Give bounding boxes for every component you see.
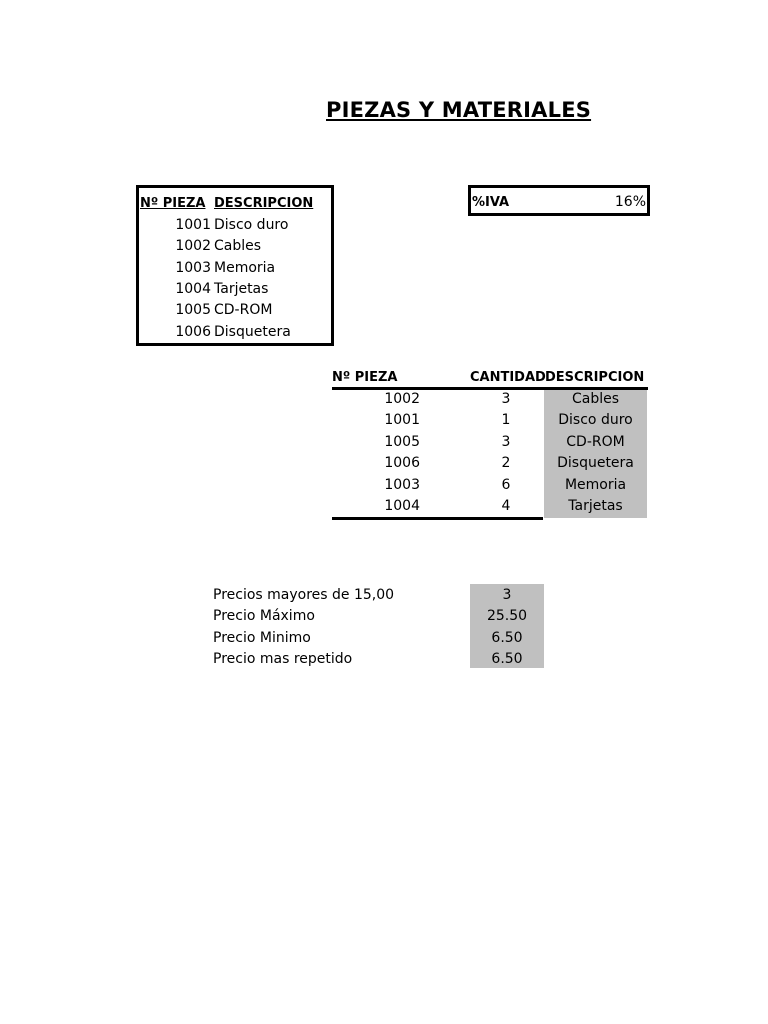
parts-row [139,217,329,238]
summary-value: 6.50 [491,651,523,667]
table-row [332,391,648,412]
orders-header-description: DESCRIPCION [545,370,645,385]
summary-label: Precio Minimo [213,630,311,646]
part-description: Tarjetas [214,281,269,297]
order-description: Disquetera [557,455,634,471]
summary-value: 3 [502,587,512,603]
iva-box [468,185,650,216]
summary-row [213,587,545,608]
parts-list [136,185,334,346]
summary-row [213,651,545,672]
iva-label: %IVA [472,195,510,210]
order-quantity: 3 [501,391,511,407]
part-number: 1006 [175,324,211,340]
order-description: Cables [571,391,620,407]
part-number: 1001 [175,217,211,233]
order-quantity: 4 [501,498,511,514]
summary-row [213,630,545,651]
order-quantity: 3 [501,434,511,450]
part-number: 1004 [175,281,211,297]
part-number: 1002 [175,238,211,254]
orders-bottom-border [332,517,543,520]
orders-header-number: Nº PIEZA [332,370,398,385]
summary-label: Precio mas repetido [213,651,353,667]
order-description: Tarjetas [568,498,623,514]
table-row [332,498,648,519]
part-description: Disquetera [214,324,291,340]
part-number: 1003 [175,260,211,276]
parts-row [139,324,329,345]
table-row [332,455,648,476]
table-row [332,412,648,433]
parts-row [139,302,329,323]
order-part-number: 1003 [384,477,420,493]
parts-row [139,260,329,281]
order-quantity: 6 [501,477,511,493]
summary-label: Precios mayores de 15,00 [213,587,395,603]
order-part-number: 1004 [384,498,420,514]
orders-header-quantity: CANTIDAD [470,370,546,385]
order-description: CD-ROM [566,434,625,450]
order-part-number: 1001 [384,412,420,428]
table-row [332,477,648,498]
parts-row [139,238,329,259]
summary-value: 6.50 [491,630,523,646]
summary-value: 25.50 [486,608,528,624]
order-description: Memoria [564,477,627,493]
table-row [332,434,648,455]
parts-row [139,281,329,302]
page-title: PIEZAS Y MATERIALES [326,98,592,122]
summary-label: Precio Máximo [213,608,315,624]
order-part-number: 1005 [384,434,420,450]
part-description: Memoria [214,260,276,276]
part-number: 1005 [175,302,211,318]
part-description: Cables [214,238,262,254]
parts-header-number: Nº PIEZA [140,196,206,211]
parts-header-description: DESCRIPCION [214,196,314,211]
order-quantity: 2 [501,455,511,471]
part-description: Disco duro [214,217,289,233]
order-quantity: 1 [501,412,511,428]
order-part-number: 1002 [384,391,420,407]
order-description: Disco duro [558,412,633,428]
iva-value: 16% [614,194,646,210]
summary-row [213,608,545,629]
part-description: CD-ROM [214,302,273,318]
order-part-number: 1006 [384,455,420,471]
